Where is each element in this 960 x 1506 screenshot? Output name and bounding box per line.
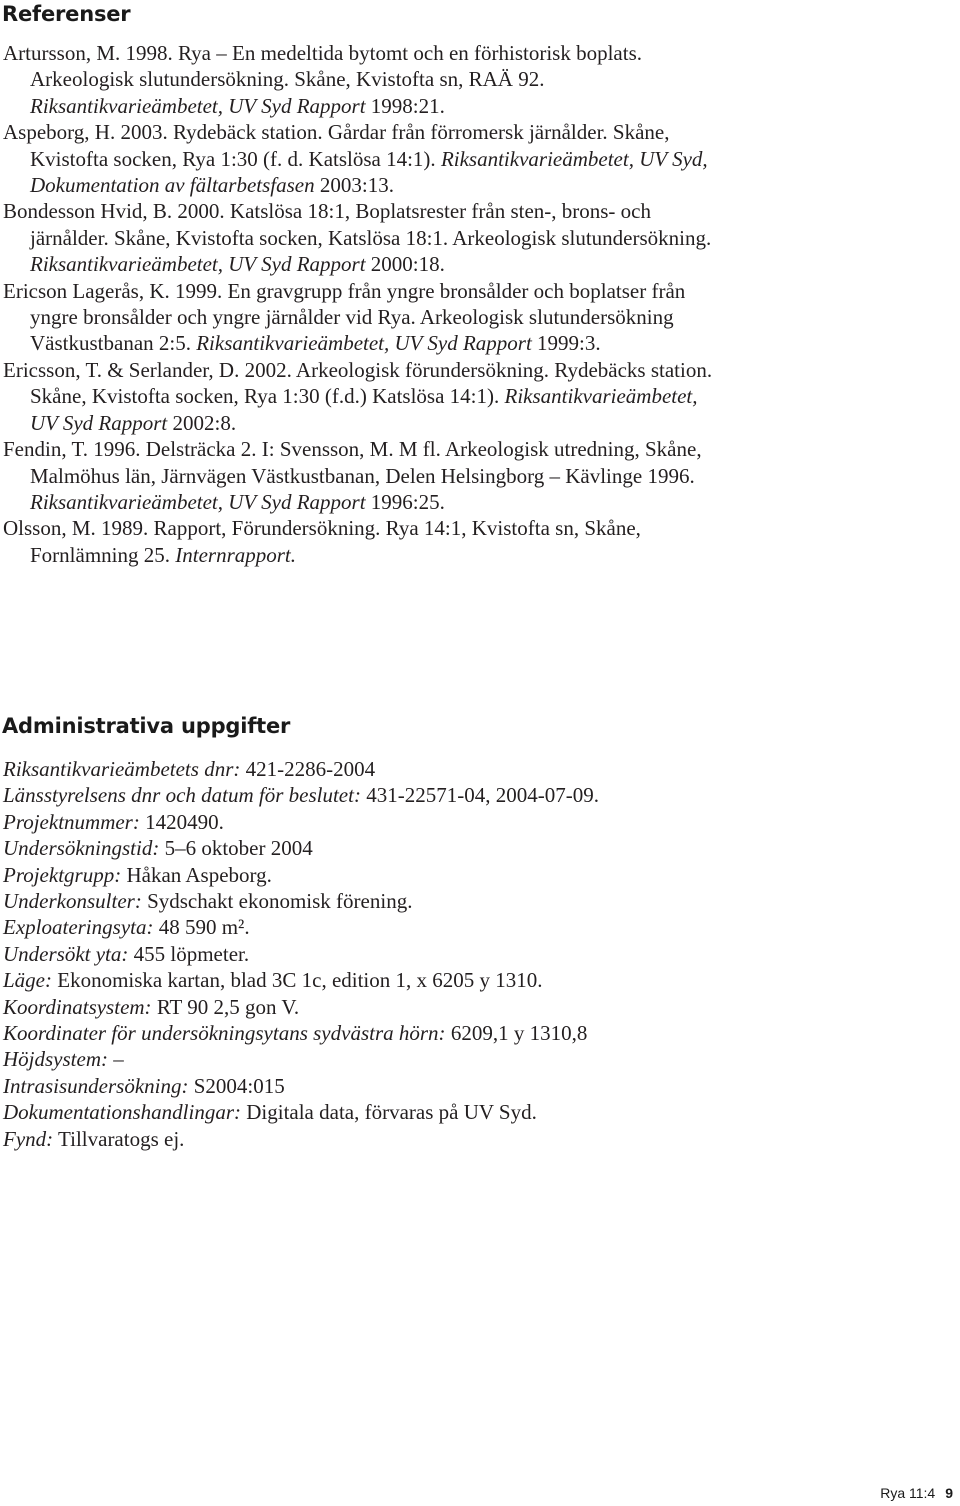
admin-value: Tillvaratogs ej.	[53, 1126, 185, 1151]
admin-value: Ekonomiska kartan, blad 3C 1c, edition 1, x 6205 y 1310.	[52, 968, 543, 993]
admin-value: 6209,1 y 1310,8	[445, 1021, 588, 1046]
reference-entry	[3, 436, 723, 515]
admin-heading: Administrativa uppgifter	[2, 714, 291, 738]
admin-value: 431-22571-04, 2004-07-09.	[360, 783, 599, 808]
admin-value: 5–6 oktober 2004	[159, 836, 313, 861]
reference-series: Riksantikvarieämbetet, UV Syd Rapport	[30, 252, 366, 277]
references-heading: Referenser	[2, 2, 131, 26]
admin-details	[3, 756, 943, 1152]
admin-row	[3, 756, 943, 782]
reference-number: 1998:21.	[365, 93, 445, 118]
admin-value: 48 590 m².	[153, 915, 250, 940]
admin-value: Håkan Aspeborg.	[121, 862, 272, 887]
admin-label: Läge:	[3, 968, 52, 993]
publication-label: Rya 11:4	[880, 1485, 936, 1501]
reference-entry	[3, 198, 723, 277]
reference-text: Olsson, M. 1989. Rapport, Förundersökning. Rya 14:1, Kvistofta sn, Skåne, Fornlämning 25.	[3, 516, 641, 567]
reference-list	[3, 40, 723, 568]
reference-number: 2000:18.	[365, 252, 445, 277]
admin-row	[3, 809, 943, 835]
admin-row	[3, 835, 943, 861]
admin-label: Länsstyrelsens dnr och datum för beslutet:	[3, 783, 361, 808]
admin-label: Intrasisundersökning:	[3, 1073, 189, 1098]
reference-series: Riksantikvarieämbetet, UV Syd Rapport	[30, 489, 366, 514]
admin-row	[3, 1126, 943, 1152]
admin-value: S2004:015	[188, 1073, 285, 1098]
reference-number: 1996:25.	[365, 489, 445, 514]
reference-entry	[3, 357, 723, 436]
admin-value: RT 90 2,5 gon V.	[151, 994, 300, 1019]
admin-row	[3, 1073, 943, 1099]
admin-row	[3, 914, 943, 940]
reference-entry	[3, 278, 723, 357]
admin-value: Sydschakt ekonomisk förening.	[141, 889, 413, 914]
reference-text: Ericsson, T. & Serlander, D. 2002. Arkeologisk förundersökning. Rydebäcks station. Skåne, Kvistofta socken, Rya 1:30 (f.d.) Katslösa 14:1).	[3, 357, 713, 409]
reference-text: Aspeborg, H. 2003. Rydebäck station. Gårdar från förromersk järnålder. Skåne, Kvistofta socken, Rya 1:30 (f. d. Katslösa 14:1).	[3, 120, 670, 171]
admin-row	[3, 862, 943, 888]
admin-label: Exploateringsyta:	[3, 915, 154, 940]
admin-row	[3, 994, 943, 1020]
admin-row	[3, 1020, 943, 1046]
admin-label: Fynd:	[3, 1126, 54, 1151]
page-footer	[880, 1485, 953, 1501]
reference-number: 2002:8.	[167, 410, 237, 435]
reference-text: Bondesson Hvid, B. 2000. Katslösa 18:1, Boplatsrester från sten-, brons- och järnålder. Skåne, Kvistofta socken, Katslösa 18:1. Arkeologisk slutundersökning.	[3, 199, 712, 250]
admin-value: 455 löpmeter.	[128, 941, 250, 966]
reference-series: Riksantikvarieämbetet, UV Syd Rapport	[196, 331, 532, 356]
page-number: 9	[945, 1485, 953, 1501]
reference-number: 2003:13.	[314, 173, 394, 198]
admin-label: Projektnummer:	[3, 809, 140, 834]
admin-row	[3, 1099, 943, 1125]
admin-label: Undersökningstid:	[3, 836, 160, 861]
admin-row	[3, 782, 943, 808]
admin-label: Höjdsystem:	[3, 1047, 108, 1072]
admin-label: Undersökt yta:	[3, 941, 129, 966]
reference-number: 1999:3.	[531, 331, 601, 356]
reference-text: Fendin, T. 1996. Delsträcka 2. I: Svensson, M. M fl. Arkeologisk utredning, Skåne, Malmöhus län, Järnvägen Västkustbanan, Delen Helsingborg – Kävlinge 1996.	[3, 437, 702, 488]
admin-row	[3, 888, 943, 914]
admin-label: Underkonsulter:	[3, 889, 142, 914]
reference-series: Riksantikvarieämbetet, UV Syd Rapport	[30, 384, 698, 435]
admin-label: Koordinatsystem:	[3, 994, 152, 1019]
admin-value: Digitala data, förvaras på UV Syd.	[240, 1100, 537, 1125]
reference-entry	[3, 119, 723, 198]
reference-series: Riksantikvarieämbetet, UV Syd, Dokumentation av fältarbetsfasen	[30, 146, 708, 198]
admin-label: Dokumentationshandlingar:	[3, 1100, 241, 1125]
admin-row	[3, 1046, 943, 1072]
reference-series: Riksantikvarieämbetet, UV Syd Rapport	[30, 93, 366, 118]
reference-entry	[3, 40, 723, 119]
reference-entry	[3, 515, 723, 568]
admin-row	[3, 941, 943, 967]
reference-text: Ericson Lagerås, K. 1999. En gravgrupp från yngre bronsålder och boplatser från yngre bronsålder och yngre järnålder vid Rya. Arkeologisk slutundersökning Västkustbanan 2:5.	[3, 278, 686, 356]
reference-text: Artursson, M. 1998. Rya – En medeltida bytomt och en förhistorisk boplats. Arkeologisk slutundersökning. Skåne, Kvistofta sn, RAÄ 92.	[3, 41, 643, 92]
admin-label: Riksantikvarieämbetets dnr:	[3, 757, 241, 781]
admin-value: –	[107, 1047, 124, 1072]
admin-value: 1420490.	[139, 809, 224, 834]
admin-label: Projektgrupp:	[3, 862, 122, 887]
reference-series: Internrapport.	[175, 542, 296, 567]
admin-label: Koordinater för undersökningsytans sydvästra hörn:	[3, 1021, 446, 1046]
admin-value: 421-2286-2004	[240, 757, 376, 781]
admin-row	[3, 967, 943, 993]
